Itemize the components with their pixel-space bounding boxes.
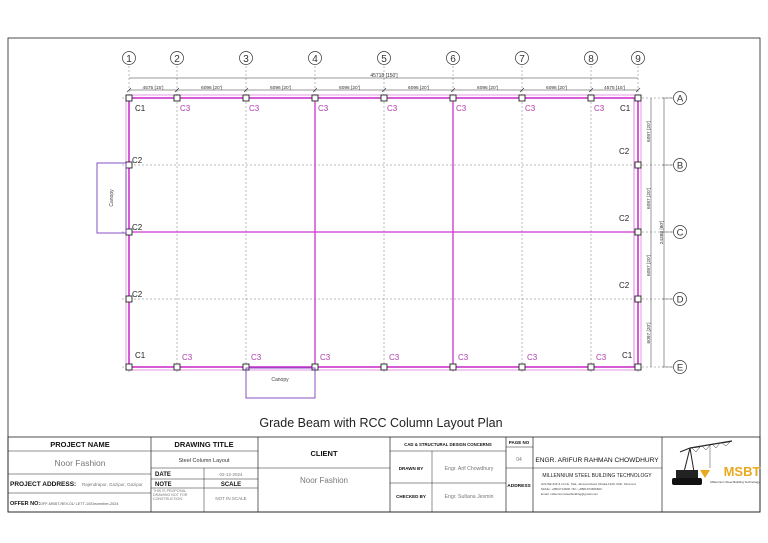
grid-bubble-label-col-9: 9 bbox=[635, 54, 641, 65]
bay-dimension-text-4: 6096 [20'] bbox=[339, 86, 360, 91]
label-c2-right-C: C2 bbox=[619, 214, 630, 223]
row-dimension-text-3: 6097 [20'] bbox=[647, 255, 652, 276]
label-c3-top-2: C3 bbox=[180, 104, 191, 113]
bay-dimension-text-8: 4575 [15'] bbox=[604, 86, 625, 91]
label-c3-bottom-2: C3 bbox=[182, 353, 193, 362]
bay-dimension-text-7: 6096 [20'] bbox=[546, 86, 567, 91]
label-c2-left-B: C2 bbox=[132, 156, 143, 165]
title-block bbox=[8, 437, 760, 512]
client-header: CLIENT bbox=[310, 449, 338, 458]
grade-beam-frame bbox=[126, 95, 641, 370]
bay-dimension-text-2: 6096 [20'] bbox=[201, 86, 222, 91]
canopy-bottom bbox=[246, 368, 315, 398]
label-c3-top-6: C3 bbox=[456, 104, 467, 113]
page-no-label: PAGE NO bbox=[508, 440, 530, 445]
column-A-9 bbox=[635, 95, 641, 101]
column-D-9 bbox=[635, 296, 641, 302]
label-c3-top-5: C3 bbox=[387, 104, 398, 113]
address-line-3: Email: millenniumsteelbuilding@gmail.com bbox=[541, 492, 598, 496]
canopy-bottom-label: Canopy bbox=[271, 377, 289, 383]
grid-bubble-label-col-1: 1 bbox=[126, 54, 132, 65]
column-C-9 bbox=[635, 229, 641, 235]
project-address-label: PROJECT ADDRESS: bbox=[10, 481, 77, 488]
cad-header: CAD & STRUCTURAL DESIGN CONCERNS bbox=[404, 442, 492, 447]
grid-bubbles bbox=[123, 52, 687, 374]
drawn-by: Engr. Arif Chowdhury bbox=[444, 466, 494, 472]
bay-dimension-text-6: 6096 [20'] bbox=[477, 86, 498, 91]
label-c2-left-D: C2 bbox=[132, 290, 143, 299]
label-c2-right-D: C2 bbox=[619, 281, 630, 290]
project-name: Noor Fashion bbox=[54, 458, 106, 468]
label-c3-bottom-6: C3 bbox=[458, 353, 469, 362]
offer-no: OFF-MSBT-REV-01/ LETT-10/December-2024 bbox=[40, 502, 119, 506]
engineer-name: ENGR. ARIFUR RAHMAN CHOWDHURY bbox=[535, 457, 659, 464]
column-B-9 bbox=[635, 162, 641, 168]
project-name-header: PROJECT NAME bbox=[50, 440, 110, 449]
canopy-left-label: Canopy bbox=[109, 189, 115, 207]
scale-label: SCALE bbox=[220, 482, 242, 488]
overall-dimension-text: 45718 [150'] bbox=[370, 73, 398, 79]
bay-dimension-text-5: 6096 [20'] bbox=[408, 86, 429, 91]
dimension-lines bbox=[127, 73, 665, 367]
address-label: ADDRESS bbox=[507, 484, 531, 489]
label-c2-right-B: C2 bbox=[619, 147, 630, 156]
address-line-2: Mobile: +8801714608 / 82 / +8801974606600 bbox=[541, 487, 602, 491]
grid-bubble-label-row-C: C bbox=[676, 227, 684, 239]
label-c3-top-3: C3 bbox=[249, 104, 260, 113]
label-c3-bottom-8: C3 bbox=[596, 353, 607, 362]
bay-dimension-text-1: 4575 [15'] bbox=[142, 86, 164, 91]
column-A-4 bbox=[312, 95, 318, 101]
drawing-title-header: DRAWING TITLE bbox=[174, 440, 234, 449]
label-c3-top-8: C3 bbox=[594, 104, 605, 113]
plan-caption: Grade Beam with RCC Column Layout Plan bbox=[259, 416, 503, 430]
label-c1-bottom-right: C1 bbox=[622, 351, 633, 360]
label-c3-bottom-7: C3 bbox=[527, 353, 538, 362]
row-dimension-text-1: 6097 [20'] bbox=[647, 121, 652, 142]
grid-bubble-label-col-3: 3 bbox=[243, 54, 249, 65]
column-labels bbox=[132, 104, 633, 362]
grid-bubble-label-col-2: 2 bbox=[174, 54, 180, 65]
label-c1-top-right: C1 bbox=[620, 104, 631, 113]
column-E-5 bbox=[381, 364, 387, 370]
row-dimension-text-2: 6097 [20'] bbox=[647, 188, 652, 209]
logo-tagline: Millennium Steel Building Technology bbox=[710, 480, 760, 484]
address-line-1: HOUSE #46 & 14 No. Tala, Jamuna Road, Dhaka-1229, Mob: 01xxxxxx bbox=[541, 482, 637, 486]
column-E-6 bbox=[450, 364, 456, 370]
overall-row-dimension-text: 24388 [80'] bbox=[660, 220, 665, 245]
column-A-2 bbox=[174, 95, 180, 101]
grid-bubble-label-row-E: E bbox=[676, 362, 684, 374]
logo-text: MSBT bbox=[723, 464, 761, 479]
row-dimension-text-4: 6097 [20'] bbox=[647, 322, 652, 344]
drawing-title: Steel Column Layout bbox=[178, 458, 230, 464]
label-c3-bottom-4: C3 bbox=[320, 353, 331, 362]
grid-bubble-label-col-6: 6 bbox=[450, 54, 456, 65]
note-label: NOTE bbox=[155, 482, 172, 488]
grid-bubble-label-col-8: 8 bbox=[588, 54, 594, 65]
column-A-5 bbox=[381, 95, 387, 101]
column-E-1 bbox=[126, 364, 132, 370]
offer-no-label: OFFER NO: bbox=[10, 501, 41, 507]
column-A-3 bbox=[243, 95, 249, 101]
page-no: 04 bbox=[516, 457, 522, 463]
column-A-8 bbox=[588, 95, 594, 101]
grid-bubble-label-col-4: 4 bbox=[312, 54, 318, 65]
scale-value: NOT IN SCALE bbox=[215, 496, 247, 501]
label-c3-bottom-5: C3 bbox=[389, 353, 400, 362]
column-E-8 bbox=[588, 364, 594, 370]
grid-bubble-label-row-D: D bbox=[676, 294, 684, 306]
column-A-1 bbox=[126, 95, 132, 101]
project-address: Rajendrapur, Gazipur, Gazipur bbox=[82, 482, 143, 487]
company-name: MILLENNIUM STEEL BUILDING TECHNOLOGY bbox=[542, 473, 652, 479]
checked-by-label: CHECKED BY bbox=[396, 494, 426, 499]
label-c1-bottom-left: C1 bbox=[135, 351, 146, 360]
date-label: DATE bbox=[155, 472, 171, 478]
label-c1-top-left: C1 bbox=[135, 104, 146, 113]
label-c3-top-4: C3 bbox=[318, 104, 329, 113]
checked-by: Engr. Sultana Jesmin bbox=[444, 494, 494, 500]
grid-bubble-label-row-A: A bbox=[676, 93, 684, 105]
label-c2-left-C: C2 bbox=[132, 223, 143, 232]
column-A-7 bbox=[519, 95, 525, 101]
date-value: 02-12-2024 bbox=[219, 472, 243, 477]
client-name: Noor Fashion bbox=[299, 476, 349, 485]
column-E-7 bbox=[519, 364, 525, 370]
note-value: THIS IS PROPOSAL DRAWING NOT FOR CONSTRUCTION bbox=[153, 489, 188, 502]
grid-bubble-label-col-5: 5 bbox=[381, 54, 387, 65]
label-c3-top-7: C3 bbox=[525, 104, 536, 113]
drawn-by-label: DRAWN BY bbox=[398, 466, 424, 471]
grid-bubble-label-row-B: B bbox=[676, 160, 684, 172]
column-E-2 bbox=[174, 364, 180, 370]
column-E-9 bbox=[635, 364, 641, 370]
label-c3-bottom-3: C3 bbox=[251, 353, 262, 362]
grid-bubble-label-col-7: 7 bbox=[519, 54, 525, 65]
bay-dimension-text-3: 6096 [20'] bbox=[270, 86, 291, 91]
column-A-6 bbox=[450, 95, 456, 101]
